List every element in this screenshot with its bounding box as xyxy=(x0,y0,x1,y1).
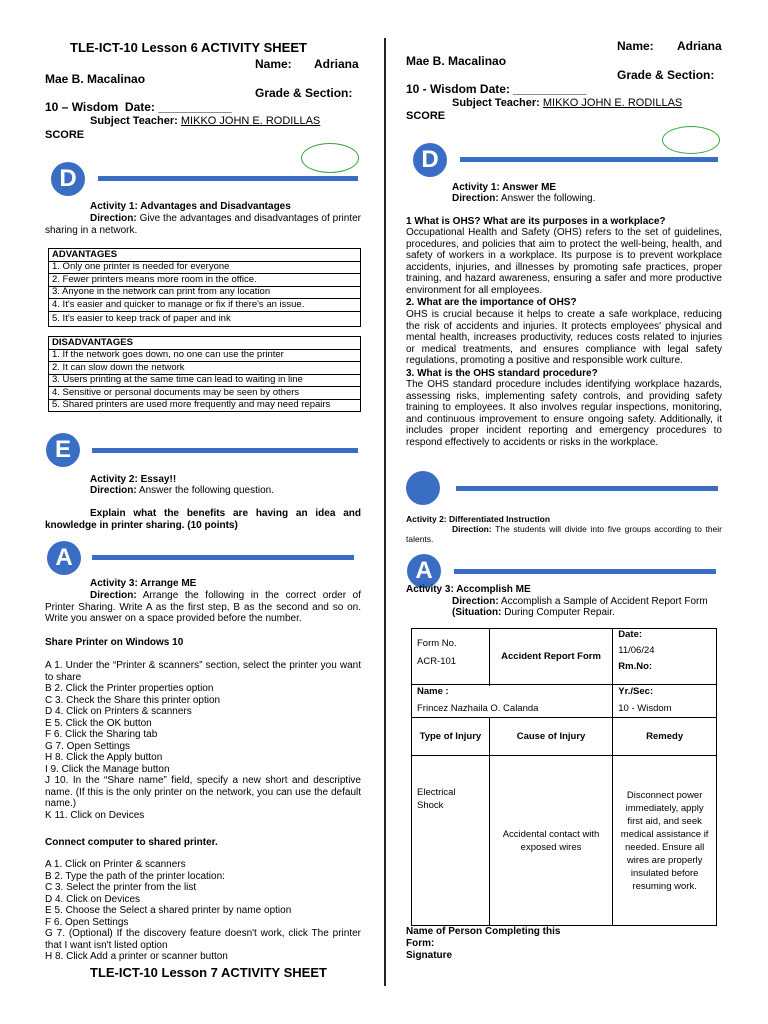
share-step: G 7. Open Settings xyxy=(45,740,131,752)
grade-section-label: Grade & Section: xyxy=(617,68,715,82)
signature-label: Signature xyxy=(406,950,453,961)
activity1-direction xyxy=(452,193,595,205)
activity1-title: Activity 1: Advantages and Disadvantages xyxy=(90,201,291,212)
situation-text: During Computer Repair. xyxy=(504,607,615,618)
letter-d-badge: D xyxy=(413,143,447,177)
question-3: 3. What is the OHS standard procedure? xyxy=(406,368,598,379)
activity3-direction xyxy=(452,596,708,608)
advantage-item: 5. It's easier to keep track of paper and ink xyxy=(49,311,361,326)
form-name-label: Name : xyxy=(417,686,449,697)
share-heading: Share Printer on Windows 10 xyxy=(45,637,184,648)
activity2-title: Activity 2: Essay!! xyxy=(90,474,177,485)
disadvantages-table xyxy=(48,336,361,412)
type-injury-value: Electrical Shock xyxy=(412,756,490,926)
direction-label: Direction: xyxy=(90,590,137,601)
name-first: Adriana xyxy=(314,57,359,71)
right-activity-sheet xyxy=(386,0,768,1024)
answer-3: The OHS standard procedure includes identifying workplace hazards, assessing risks, implementing safety controls, and providing safety training to employees. It also involves regular inspections, monitoring, and continuous improvement to ensure ongoing safety. Additionally, it includes proper incident reporting and emergency procedures to respond effectively to accidents or risks in the workplace. xyxy=(406,379,722,448)
letter-e-badge: E xyxy=(46,433,80,467)
share-step: J 10. In the “Share name” field, specify a new short and descriptive name. (If this is the only printer on the network, you can use the default name.) xyxy=(45,775,361,809)
advantage-item: 4. It's easier and quicker to manage or fix if there's an issue. xyxy=(49,299,361,312)
subject-teacher xyxy=(90,116,320,128)
share-step: D 4. Click on Printers & scanners xyxy=(45,706,192,717)
advantage-item: 2. Fewer printers means more room in the office. xyxy=(49,274,361,287)
remedy-header: Remedy xyxy=(613,718,717,756)
cause-injury-value: Accidental contact with exposed wires xyxy=(489,756,612,926)
name-label: Name: xyxy=(255,57,292,71)
a-accent-bar xyxy=(92,555,354,560)
yr-sec-label: Yr./Sec: xyxy=(618,686,654,697)
disadvantages-header: DISADVANTAGES xyxy=(49,337,361,350)
form-title: Accident Report Form xyxy=(489,629,612,685)
share-step: C 3. Check the Share this printer option xyxy=(45,694,221,706)
answer-1: Occupational Health and Safety (OHS) refers to the set of guidelines, procedures, and policies that aim to protect the well-being, health, and safety of workers in a workplace. Its purpose is to prevent workplace accidents, injuries, and illnesses by promoting safe practices, proper training, and hazard awareness, ensuring a safer and more productive environment for all employees. xyxy=(406,227,722,296)
teacher-name: MIKKO JOHN E. RODILLAS xyxy=(542,97,683,109)
activity3-title: Activity 3: Accomplish ME xyxy=(406,584,531,595)
direction-text: Accomplish a Sample of Accident Report Form xyxy=(500,596,708,607)
direction-text: Answer the following question. xyxy=(138,485,274,496)
share-step: B 2. Click the Printer properties option xyxy=(45,683,214,694)
name-rest: Mae B. Macalinao xyxy=(406,54,507,68)
activity3-situation xyxy=(452,607,615,619)
remedy-value: Disconnect power immediately, apply first aid, and seek medical assistance if needed. Ensure all wires are properly insulated before resuming work. xyxy=(613,756,717,926)
connect-steps-list xyxy=(45,859,361,963)
advantages-header: ADVANTAGES xyxy=(49,249,361,262)
score-label: SCORE xyxy=(406,110,446,122)
d-accent-bar xyxy=(98,176,358,181)
connect-step: D 4. Click on Devices xyxy=(45,893,141,905)
advantages-table xyxy=(48,248,361,327)
form-no-label: Form No. xyxy=(417,638,457,649)
rm-no-label: Rm.No: xyxy=(618,661,653,672)
direction-text: Give the advantages and disadvantages of printer sharing in a network. xyxy=(45,213,362,236)
share-step: E 5. Click the OK button xyxy=(45,717,152,729)
name-cell xyxy=(412,685,613,718)
cause-injury-header: Cause of Injury xyxy=(489,718,612,756)
name-first: Adriana xyxy=(677,39,722,53)
situation-label: (Situation: xyxy=(452,607,502,618)
score-oval xyxy=(662,126,720,154)
section-value xyxy=(45,100,232,114)
connect-step: F 6. Open Settings xyxy=(45,916,129,928)
direction-text: Answer the following. xyxy=(500,193,596,204)
teacher-label: Subject Teacher: xyxy=(90,115,178,127)
activity2-direction xyxy=(406,524,722,544)
connect-step: B 2. Type the path of the printer location: xyxy=(45,870,225,882)
disadvantage-item: 1. If the network goes down, no one can use the printer xyxy=(49,349,361,362)
answer-2: OHS is crucial because it helps to create a safe workplace, reducing the risk of accidents and injuries. It protects employees' physical and mental health, increases productivity, reduces costs related to injuries or medical treatments, and ensures compliance with legal safety regulations, promoting a positive and responsible work culture. xyxy=(406,309,722,366)
disadvantage-item: 3. Users printing at the same time can lead to waiting in line xyxy=(49,374,361,387)
share-step: F 6. Click the Sharing tab xyxy=(45,729,158,740)
essay-question: Explain what the benefits are having an idea and knowledge in printer sharing. (10 points) xyxy=(45,508,361,531)
activity2-title: Activity 2: Differentiated Instruction xyxy=(406,514,551,524)
direction-label: Direction: xyxy=(452,193,499,204)
direction-label: Direction: xyxy=(90,485,137,496)
blank-badge xyxy=(406,471,440,505)
letter-a-badge: A xyxy=(407,554,441,588)
connect-step: C 3. Select the printer from the list xyxy=(45,882,197,893)
grade-section-label: Grade & Section: xyxy=(255,86,353,100)
letter-d-badge: D xyxy=(51,162,85,196)
type-injury-header: Type of Injury xyxy=(412,718,490,756)
connect-step: H 8. Click Add a printer or scanner button xyxy=(45,951,228,962)
yr-sec-value: 10 - Wisdom xyxy=(618,703,672,714)
subject-teacher xyxy=(452,97,682,109)
date-label: Date: ___________ xyxy=(124,100,232,114)
activity3-direction xyxy=(45,590,361,625)
direction-label: Direction: xyxy=(90,213,137,224)
connect-step: E 5. Choose the Select a shared printer by name option xyxy=(45,905,292,916)
name-label: Name: xyxy=(617,39,654,53)
direction-label: Direction: xyxy=(452,596,499,607)
share-step: A 1. Under the “Printer & scanners” section, select the printer you want to share xyxy=(45,660,361,683)
disadvantage-item: 2. It can slow down the network xyxy=(49,362,361,375)
score-oval xyxy=(301,143,359,173)
teacher-name: MIKKO JOHN E. RODILLAS xyxy=(180,115,321,127)
letter-a-badge: A xyxy=(47,541,81,575)
activity2-direction xyxy=(90,485,274,497)
yr-sec-cell xyxy=(613,685,717,718)
share-steps-list xyxy=(45,660,361,821)
direction-label: Direction: xyxy=(452,524,492,534)
form-no-cell xyxy=(412,629,490,685)
accident-report-form xyxy=(411,628,717,926)
section-text: 10 – Wisdom xyxy=(45,100,119,114)
activity3-title: Activity 3: Arrange ME xyxy=(90,578,197,589)
e-accent-bar xyxy=(92,448,358,453)
connect-step: G 7. (Optional) If the discovery feature doesn't work, click The printer that I want isn't listed option xyxy=(45,928,361,951)
question-1: 1 What is OHS? What are its purposes in a workplace? xyxy=(406,216,666,227)
activity1-direction xyxy=(45,213,361,236)
blank-accent-bar xyxy=(456,486,718,491)
connect-heading: Connect computer to shared printer. xyxy=(45,837,218,848)
form-no-value: ACR-101 xyxy=(417,656,457,667)
date-cell xyxy=(613,629,717,685)
lesson7-title: TLE-ICT-10 Lesson 7 ACTIVITY SHEET xyxy=(90,965,327,980)
activity1-title: Activity 1: Answer ME xyxy=(452,182,557,193)
teacher-label: Subject Teacher: xyxy=(452,97,540,109)
direction-text: Arrange the following in the correct order of Printer Sharing. Write A as the first step, B as the second and so on. Write you answer on a space provided before the number. xyxy=(45,590,361,624)
advantage-item: 1. Only one printer is needed for everyone xyxy=(49,261,361,274)
date-label: Date: xyxy=(618,629,643,640)
direction-text: The students will divide into five groups according to their talents. xyxy=(406,524,722,544)
share-step: H 8. Click the Apply button xyxy=(45,752,163,763)
name-rest: Mae B. Macalinao xyxy=(45,72,146,86)
disadvantage-item: 5. Shared printers are used more frequently and may need repairs xyxy=(49,399,361,412)
disadvantage-item: 4. Sensitive or personal documents may be seen by others xyxy=(49,387,361,400)
lesson6-title: TLE-ICT-10 Lesson 6 ACTIVITY SHEET xyxy=(70,40,307,55)
share-step: I 9. Click the Manage button xyxy=(45,763,170,775)
question-2: 2. What are the importance of OHS? xyxy=(406,297,577,308)
score-label: SCORE xyxy=(45,129,85,141)
section-date: 10 - Wisdom Date: ___________ xyxy=(406,82,587,96)
d-accent-bar xyxy=(460,157,718,162)
form-name-value: Frincez Nazhaila O. Calanda xyxy=(417,703,539,714)
a-accent-bar xyxy=(454,569,716,574)
connect-step: A 1. Click on Printer & scanners xyxy=(45,859,186,870)
date-value: 11/06/24 xyxy=(618,645,655,656)
advantage-item: 3. Anyone in the network can print from any location xyxy=(49,286,361,299)
share-step: K 11. Click on Devices xyxy=(45,809,145,821)
completing-person-label: Name of Person Completing this Form: xyxy=(406,926,561,949)
